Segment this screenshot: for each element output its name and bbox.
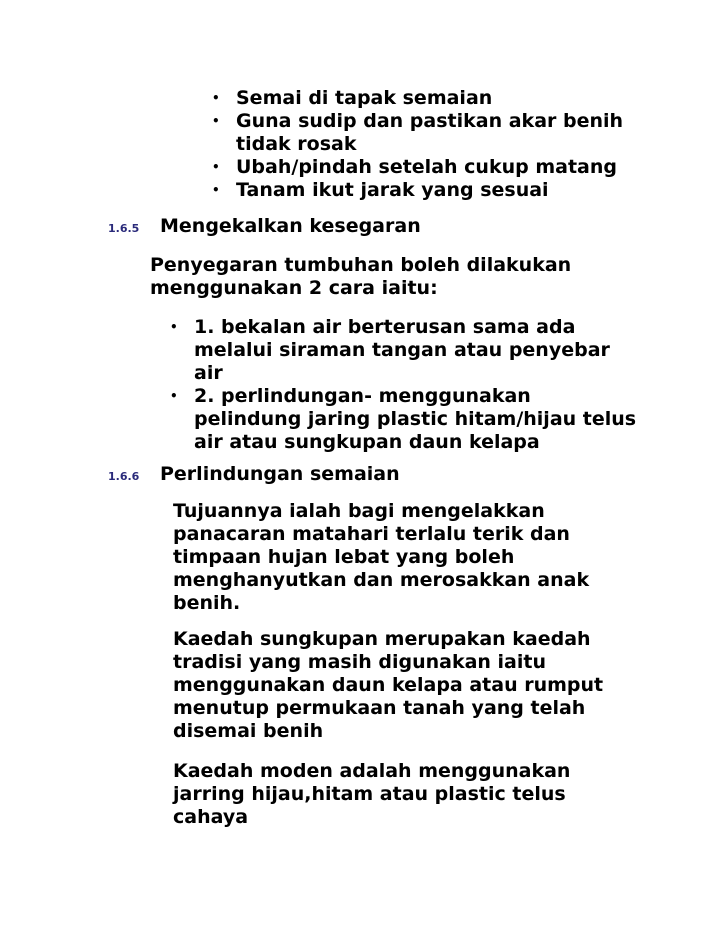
list-item (212, 87, 632, 110)
list-item-text: 1. bekalan air berterusan sama ada melalui siraman tangan atau penyebar air (194, 316, 610, 384)
list-item-text: Tanam ikut jarak yang sesuai (236, 179, 549, 201)
bullet-icon: • (212, 160, 220, 174)
list-item (212, 110, 632, 156)
planting-steps-list (212, 87, 632, 202)
section-number: 1.6.6 (108, 470, 140, 483)
list-item-text: 2. perlindungan- menggunakan pelindung jaring plastic hitam/hijau telus air atau sungkupan daun kelapa (194, 385, 637, 453)
section-title: Perlindungan semaian (160, 463, 400, 485)
bullet-icon: • (212, 91, 220, 105)
list-item (212, 156, 632, 179)
bullet-icon: • (170, 389, 178, 403)
bullet-icon: • (212, 183, 220, 197)
list-item-text: Ubah/pindah setelah cukup matang (236, 156, 617, 178)
freshness-methods-list (170, 316, 640, 454)
paragraph: Kaedah sungkupan merupakan kaedah tradisi yang masih digunakan iaitu menggunakan daun kelapa atau rumput menutup permukaan tanah yang telah disemai benih (173, 628, 604, 742)
bullet-icon: • (170, 320, 178, 334)
section-title: Mengekalkan kesegaran (160, 215, 421, 237)
list-item-text: Semai di tapak semaian (236, 87, 493, 109)
section-intro: Penyegaran tumbuhan boleh dilakukan menggunakan 2 cara iaitu: (150, 254, 572, 299)
list-item (212, 179, 632, 202)
paragraph: Kaedah moden adalah menggunakan jarring hijau,hitam atau plastic telus cahaya (173, 760, 571, 828)
bullet-icon: • (212, 114, 220, 128)
section-number: 1.6.5 (108, 222, 140, 235)
paragraph: Tujuannya ialah bagi mengelakkan panacaran matahari terlalu terik dan timpaan hujan lebat yang boleh menghanyutkan dan merosakkan anak benih. (173, 500, 590, 614)
list-item (170, 316, 640, 385)
list-item (170, 385, 640, 454)
list-item-text: Guna sudip dan pastikan akar benih tidak rosak (236, 110, 624, 155)
